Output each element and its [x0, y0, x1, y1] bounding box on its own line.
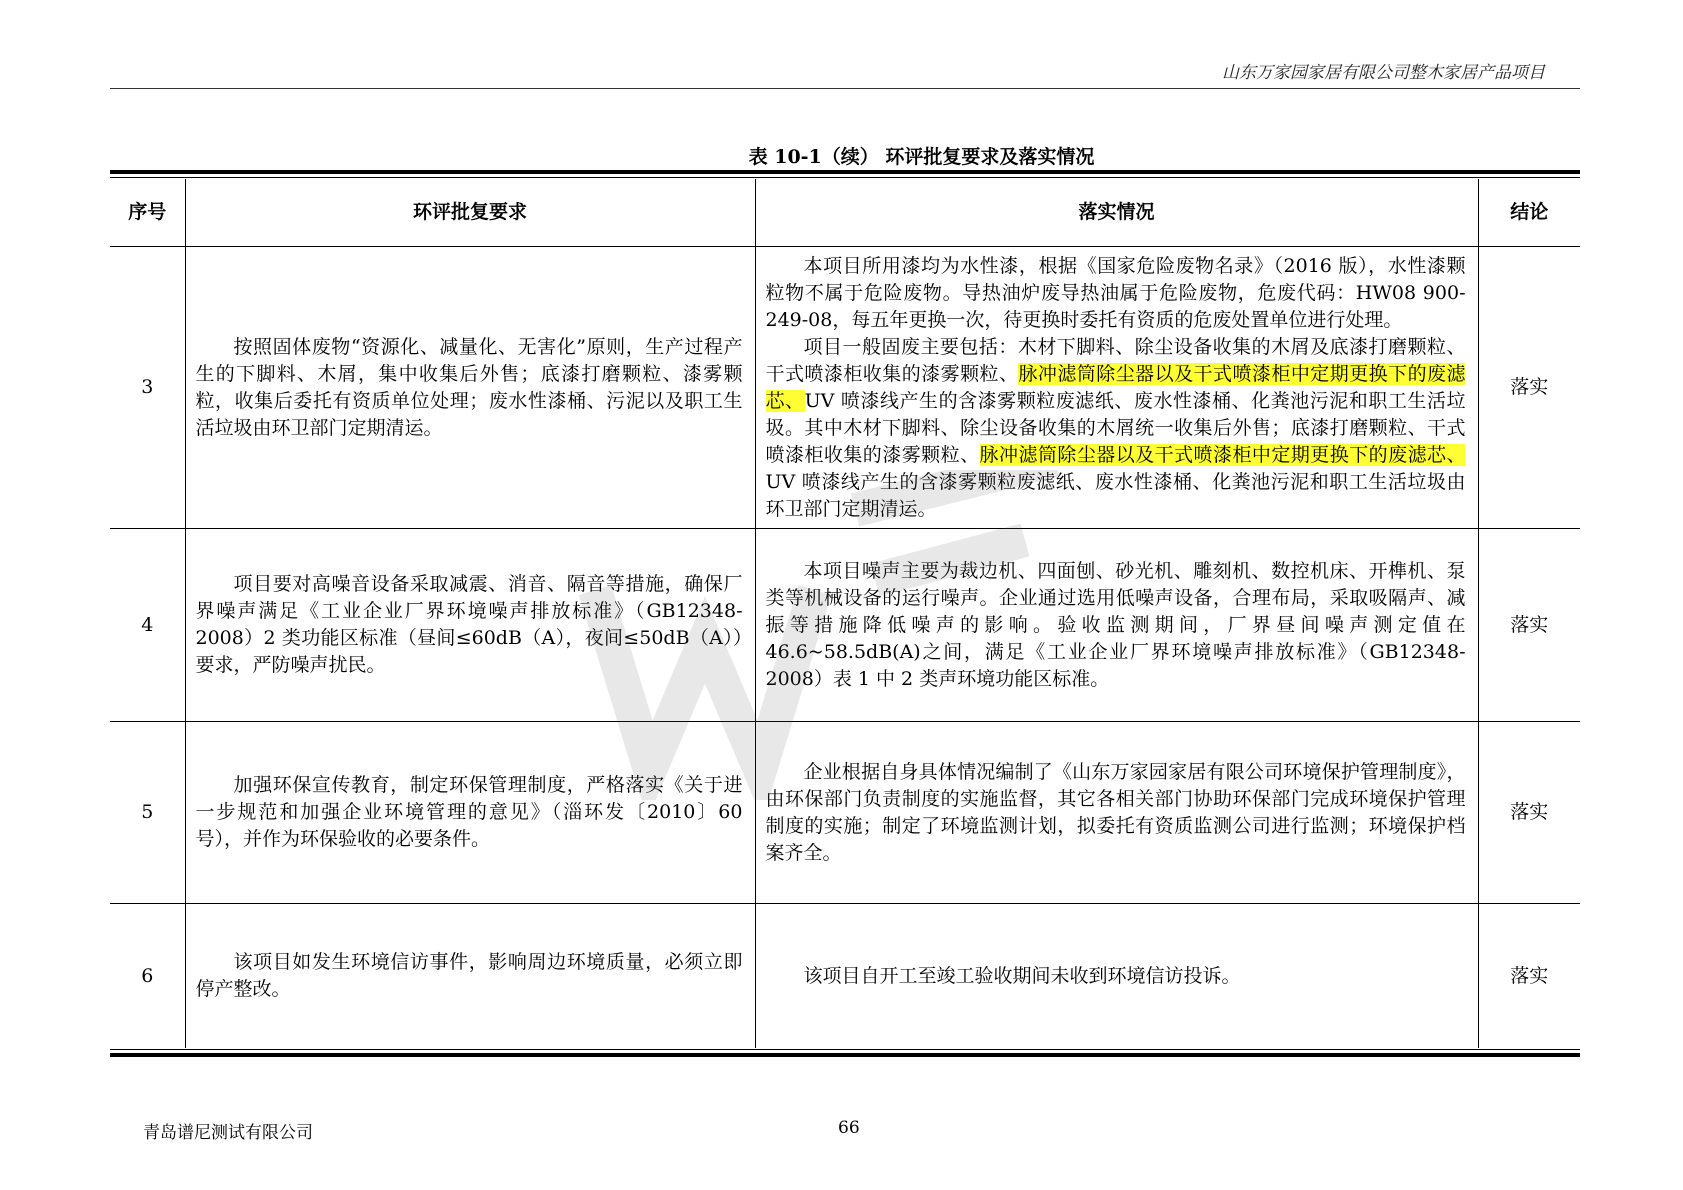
header-divider: [110, 88, 1580, 89]
column-header-implementation: 落实情况: [755, 179, 1478, 247]
implementation-text: 项目一般固废主要包括：木材下脚料、除尘设备收集的木屑及底漆打磨颗粒、干式喷漆柜收集的漆雾颗粒、: [765, 335, 1466, 385]
column-header-requirement: 环评批复要求: [185, 179, 755, 247]
requirement-text: 该项目如发生环境信访事件，影响周边环境质量，必须立即停产整改。: [195, 951, 743, 1000]
requirement-text: 加强环保宣传教育，制定环保管理制度，严格落实《关于进一步规范和加强企业环境管理的意见》（淄环发〔2010〕60 号），并作为环保验收的必要条件。: [195, 774, 743, 850]
table-row: [110, 529, 1580, 722]
conclusion-cell: 落实: [1478, 247, 1580, 529]
implementation-cell: [755, 722, 1478, 904]
row-number: 5: [110, 722, 185, 904]
conclusion-cell: 落实: [1478, 722, 1580, 904]
implementation-paragraph: 本项目所用漆均为水性漆，根据《国家危险废物名录》（2016 版），水性漆颗粒物不属于危险废物。导热油炉废导热油属于危险废物，危废代码：HW08 900-249-08，每五年更换一次，待更换时委托有资质的危废处置单位进行处理。: [765, 254, 1466, 331]
conclusion-cell: 落实: [1478, 529, 1580, 722]
implementation-paragraph: [766, 334, 1466, 523]
row-number: 3: [110, 247, 185, 529]
requirement-cell: [185, 722, 755, 904]
column-header-conclusion: 结论: [1478, 179, 1580, 247]
page-number: 66: [838, 1118, 860, 1138]
requirement-cell: [185, 904, 755, 1049]
table-header-row: [110, 179, 1580, 247]
implementation-text: UV 喷漆线产生的含漆雾颗粒废滤纸、废水性漆桶、化粪池污泥和职工生活垃圾。其中木材下脚料、除尘设备收集的木屑统一收集后外售；底漆打磨颗粒、干式喷漆柜收集的漆雾颗粒、: [765, 389, 1466, 466]
requirement-cell: [185, 529, 755, 722]
highlighted-text: 脉冲滤筒除尘器以及干式喷漆柜中定期更换下的废滤芯、: [979, 443, 1466, 466]
approval-table: [110, 179, 1580, 1048]
implementation-text: UV 喷漆线产生的含漆雾颗粒废滤纸、废水性漆桶、化粪池污泥和职工生活垃圾由环卫部门定期清运。: [765, 470, 1466, 520]
row-number: 4: [110, 529, 185, 722]
conclusion-cell: 落实: [1478, 904, 1580, 1049]
requirement-text: 按照固体废物“资源化、减量化、无害化”原则，生产过程产生的下脚料、木屑，集中收集后外售；底漆打磨颗粒、漆雾颗粒，收集后委托有资质单位处理；废水性漆桶、污泥以及职工生活垃圾由环卫部门定期清运。: [195, 335, 743, 439]
row-number: 6: [110, 904, 185, 1049]
implementation-paragraph: 企业根据自身具体情况编制了《山东万家园家居有限公司环境保护管理制度》，由环保部门负责制度的实施监督，其它各相关部门协助环保部门完成环境保护管理制度的实施；制定了环境监测计划，拟委托有资质监测公司进行监测；环境保护档案齐全。: [765, 760, 1466, 864]
implementation-cell: [755, 529, 1478, 722]
header-project-title: 山东万家园家居有限公司整木家居产品项目: [1222, 63, 1545, 83]
highlighted-text: 脉冲滤筒除尘器以及干式喷漆柜中定期更换下的废滤芯、: [765, 362, 1466, 412]
approval-table-frame: [110, 170, 1580, 1057]
implementation-paragraph: 该项目自开工至竣工验收期间未收到环境信访投诉。: [803, 964, 1241, 987]
footer-company: 青岛谱尼测试有限公司: [143, 1123, 313, 1143]
implementation-paragraph: 本项目噪声主要为裁边机、四面刨、砂光机、雕刻机、数控机床、开榫机、泵类等机械设备的运行噪声。企业通过选用低噪声设备，合理布局，采取吸隔声、减振等措施降低噪声的影响。验收监测期间，厂界昼间噪声测定值在 46.6~58.5dB(A)之间，满足《工业企业厂界环境噪声排放标准》（GB12348-2008）表 1 中 2 类声环境功能区标准。: [765, 559, 1466, 690]
table-row: [110, 722, 1580, 904]
requirement-text: 项目要对高噪音设备采取减震、消音、隔音等措施，确保厂界噪声满足《工业企业厂界环境噪声排放标准》（GB12348-2008）2 类功能区标准（昼间≤60dB（A），夜间≤50dB（A））要求，严防噪声扰民。: [195, 573, 743, 676]
requirement-cell: [185, 247, 755, 529]
table-row: [110, 904, 1580, 1049]
implementation-cell: [755, 247, 1478, 529]
column-header-no: 序号: [110, 179, 185, 247]
table-title: 表 10-1（续） 环评批复要求及落实情况: [748, 146, 1095, 168]
implementation-cell: [755, 904, 1478, 1049]
table-row: [110, 247, 1580, 529]
